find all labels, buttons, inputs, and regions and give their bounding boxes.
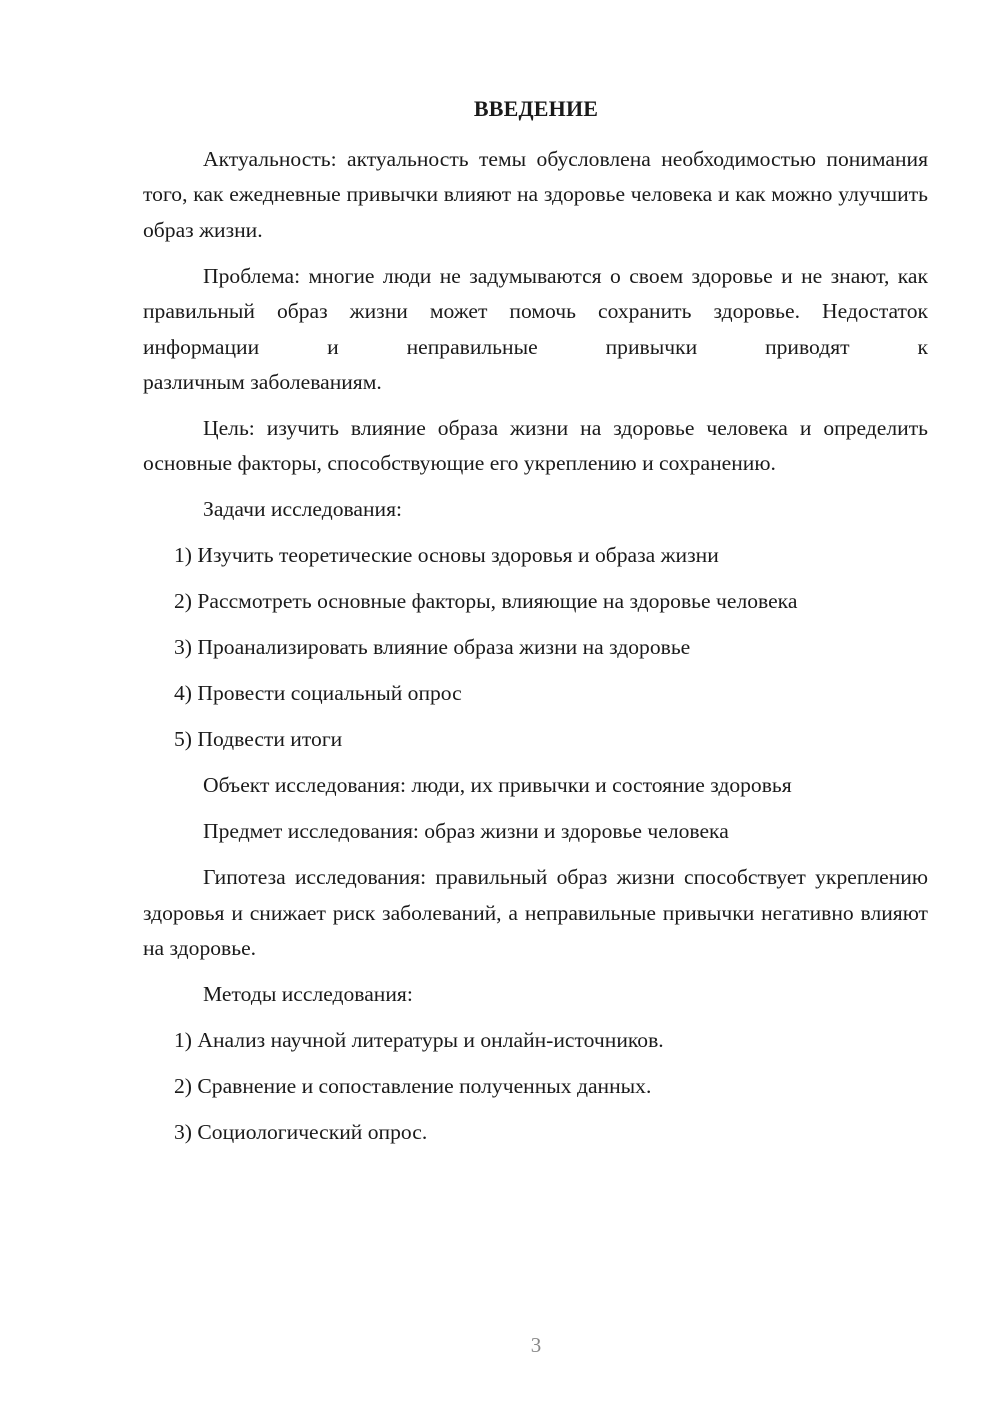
problem-paragraph-end: различным заболеваниям. [143, 370, 382, 395]
problem-paragraph: Проблема: многие люди не задумываются о своем здоровье и не знают, как правильный образ жизни может помочь сохранить здоровье. Недостаток информации и неправильные привычки приводят к [143, 263, 928, 359]
relevance-paragraph: Актуальность: актуальность темы обусловлена необходимостью понимания того, как ежедневные привычки влияют на здоровье человека и как можно улучшить образ жизни. [143, 147, 928, 242]
tasks-heading: Задачи исследования: [203, 497, 403, 522]
task-item: 5) Подвести итоги [174, 727, 343, 752]
task-item: 4) Провести социальный опрос [174, 681, 462, 706]
task-item: 3) Проанализировать влияние образа жизни на здоровье [174, 635, 691, 660]
task-item: 1) Изучить теоретические основы здоровья и образа жизни [174, 543, 719, 568]
hypothesis-paragraph: Гипотеза исследования: правильный образ жизни способствует укреплению здоровья и снижает риск заболеваний, а неправильные привычки негативно влияют на здоровье. [143, 865, 928, 961]
page-body [143, 142, 928, 1151]
section-title: ВВЕДЕНИЕ [473, 96, 599, 121]
method-item: 1) Анализ научной литературы и онлайн-источников. [174, 1028, 664, 1053]
method-item: 2) Сравнение и сопоставление полученных данных. [174, 1074, 652, 1099]
task-item: 2) Рассмотреть основные факторы, влияющие на здоровье человека [174, 589, 798, 614]
page-number: 3 [530, 1333, 542, 1357]
methods-heading: Методы исследования: [203, 982, 413, 1007]
subject-line: Предмет исследования: образ жизни и здоровье человека [203, 819, 729, 844]
object-line: Объект исследования: люди, их привычки и состояние здоровья [203, 773, 792, 798]
tasks-list [143, 538, 928, 757]
methods-list [143, 1023, 928, 1150]
method-item: 3) Социологический опрос. [174, 1120, 428, 1145]
goal-paragraph: Цель: изучить влияние образа жизни на здоровье человека и определить основные факторы, способствующие его укреплению и сохранению. [143, 416, 928, 476]
problem-block [143, 259, 928, 401]
